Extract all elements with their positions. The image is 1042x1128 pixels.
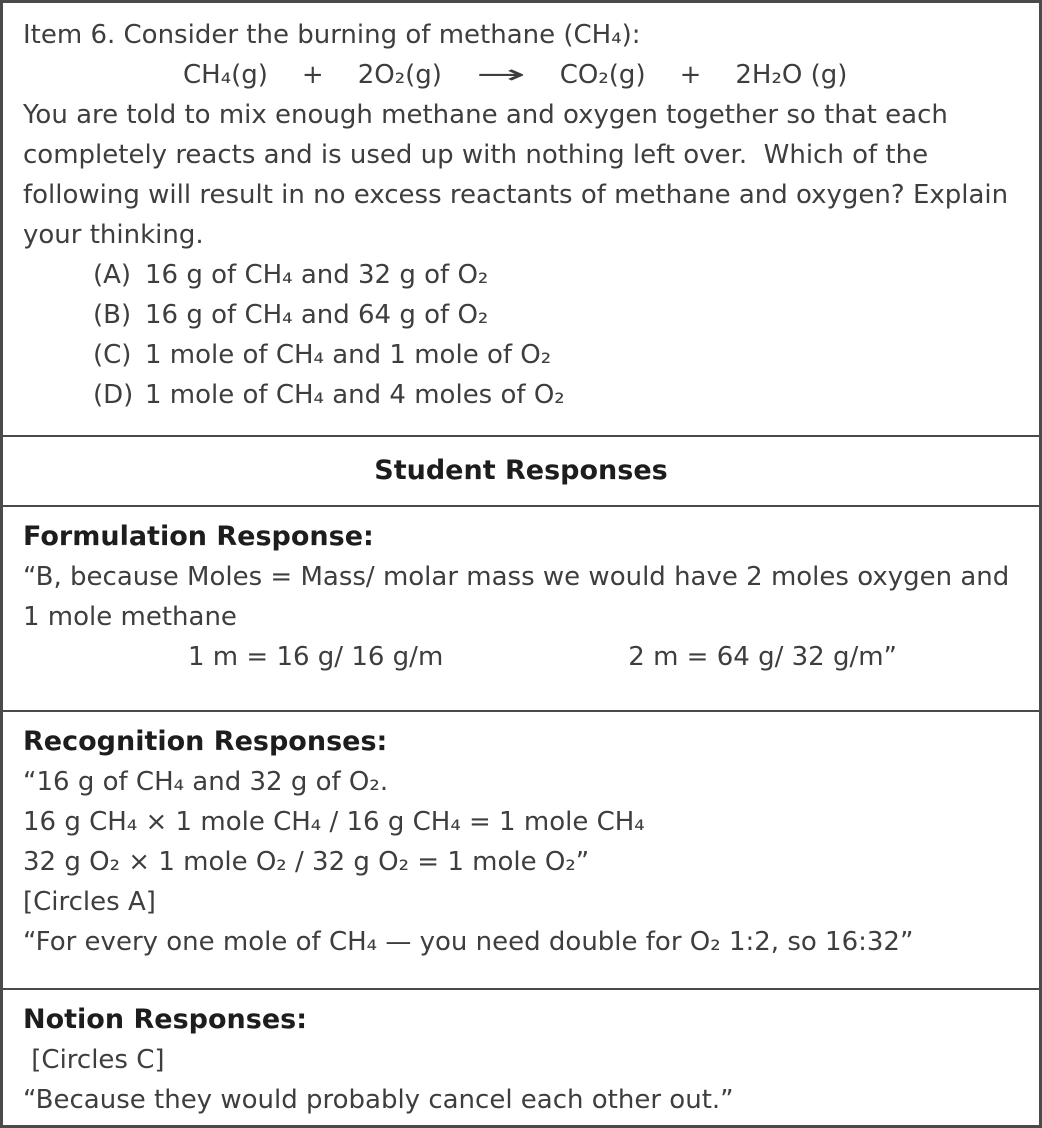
option-a-text: 16 g of CH₄ and 32 g of O₂ [145, 260, 489, 290]
student-responses-title: Student Responses [374, 455, 668, 486]
formulation-calc-right: 2 m = 64 g/ 32 g/m” [628, 642, 897, 672]
option-a [93, 255, 1019, 295]
option-b-label: (B) [93, 300, 132, 330]
formulation-response-section [3, 505, 1039, 710]
question-section [3, 3, 1039, 435]
formulation-heading: Formulation Response: [23, 521, 374, 552]
equation-term-carbon-dioxide: CO₂(g) [559, 60, 646, 90]
option-d-label: (D) [93, 380, 134, 410]
equation-plus-sign: + [301, 60, 324, 90]
formulation-calculations [188, 637, 1019, 677]
equation-term-methane: CH₄(g) [183, 60, 268, 90]
right-arrow-icon: → [475, 60, 526, 90]
notion-responses-section [3, 988, 1039, 1125]
option-d-text: 1 mole of CH₄ and 4 moles of O₂ [145, 380, 565, 410]
option-b-text: 16 g of CH₄ and 64 g of O₂ [145, 300, 489, 330]
question-body: You are told to mix enough methane and oxygen together so that each completely reacts and is used up with nothing left over. Which of the following will result in no excess reactants of methane and oxygen? Explain your thinking. [23, 100, 1017, 250]
option-a-label: (A) [93, 260, 132, 290]
option-c-label: (C) [93, 340, 132, 370]
recognition-line: “For every one mole of CH₄ — you need double for O₂ 1:2, so 16:32” [23, 927, 914, 957]
option-d [93, 375, 1019, 415]
equation-term-oxygen: 2O₂(g) [357, 60, 442, 90]
notion-line: “Because they would probably cancel each other out.” [23, 1085, 734, 1115]
chemical-equation [183, 55, 1019, 95]
equation-term-water: 2H₂O (g) [735, 60, 848, 90]
question-intro: Item 6. Consider the burning of methane (CH₄): [23, 20, 641, 50]
notion-line: [Circles C] [23, 1045, 165, 1075]
recognition-line: 16 g CH₄ × 1 mole CH₄ / 16 g CH₄ = 1 mole CH₄ [23, 807, 645, 837]
recognition-heading: Recognition Responses: [23, 726, 388, 757]
option-c-text: 1 mole of CH₄ and 1 mole of O₂ [145, 340, 552, 370]
formulation-quote: “B, because Moles = Mass/ molar mass we would have 2 moles oxygen and 1 mole methane [23, 562, 1018, 632]
formulation-calc-left: 1 m = 16 g/ 16 g/m [188, 642, 444, 672]
recognition-responses-section [3, 710, 1039, 988]
option-b [93, 295, 1019, 335]
answer-options [93, 255, 1019, 415]
notion-heading: Notion Responses: [23, 1004, 308, 1035]
recognition-line: [Circles A] [23, 887, 156, 917]
student-responses-header-section [3, 435, 1039, 505]
option-c [93, 335, 1019, 375]
recognition-line: “16 g of CH₄ and 32 g of O₂. [23, 767, 389, 797]
equation-plus-sign-2: + [679, 60, 702, 90]
recognition-line: 32 g O₂ × 1 mole O₂ / 32 g O₂ = 1 mole O₂” [23, 847, 590, 877]
